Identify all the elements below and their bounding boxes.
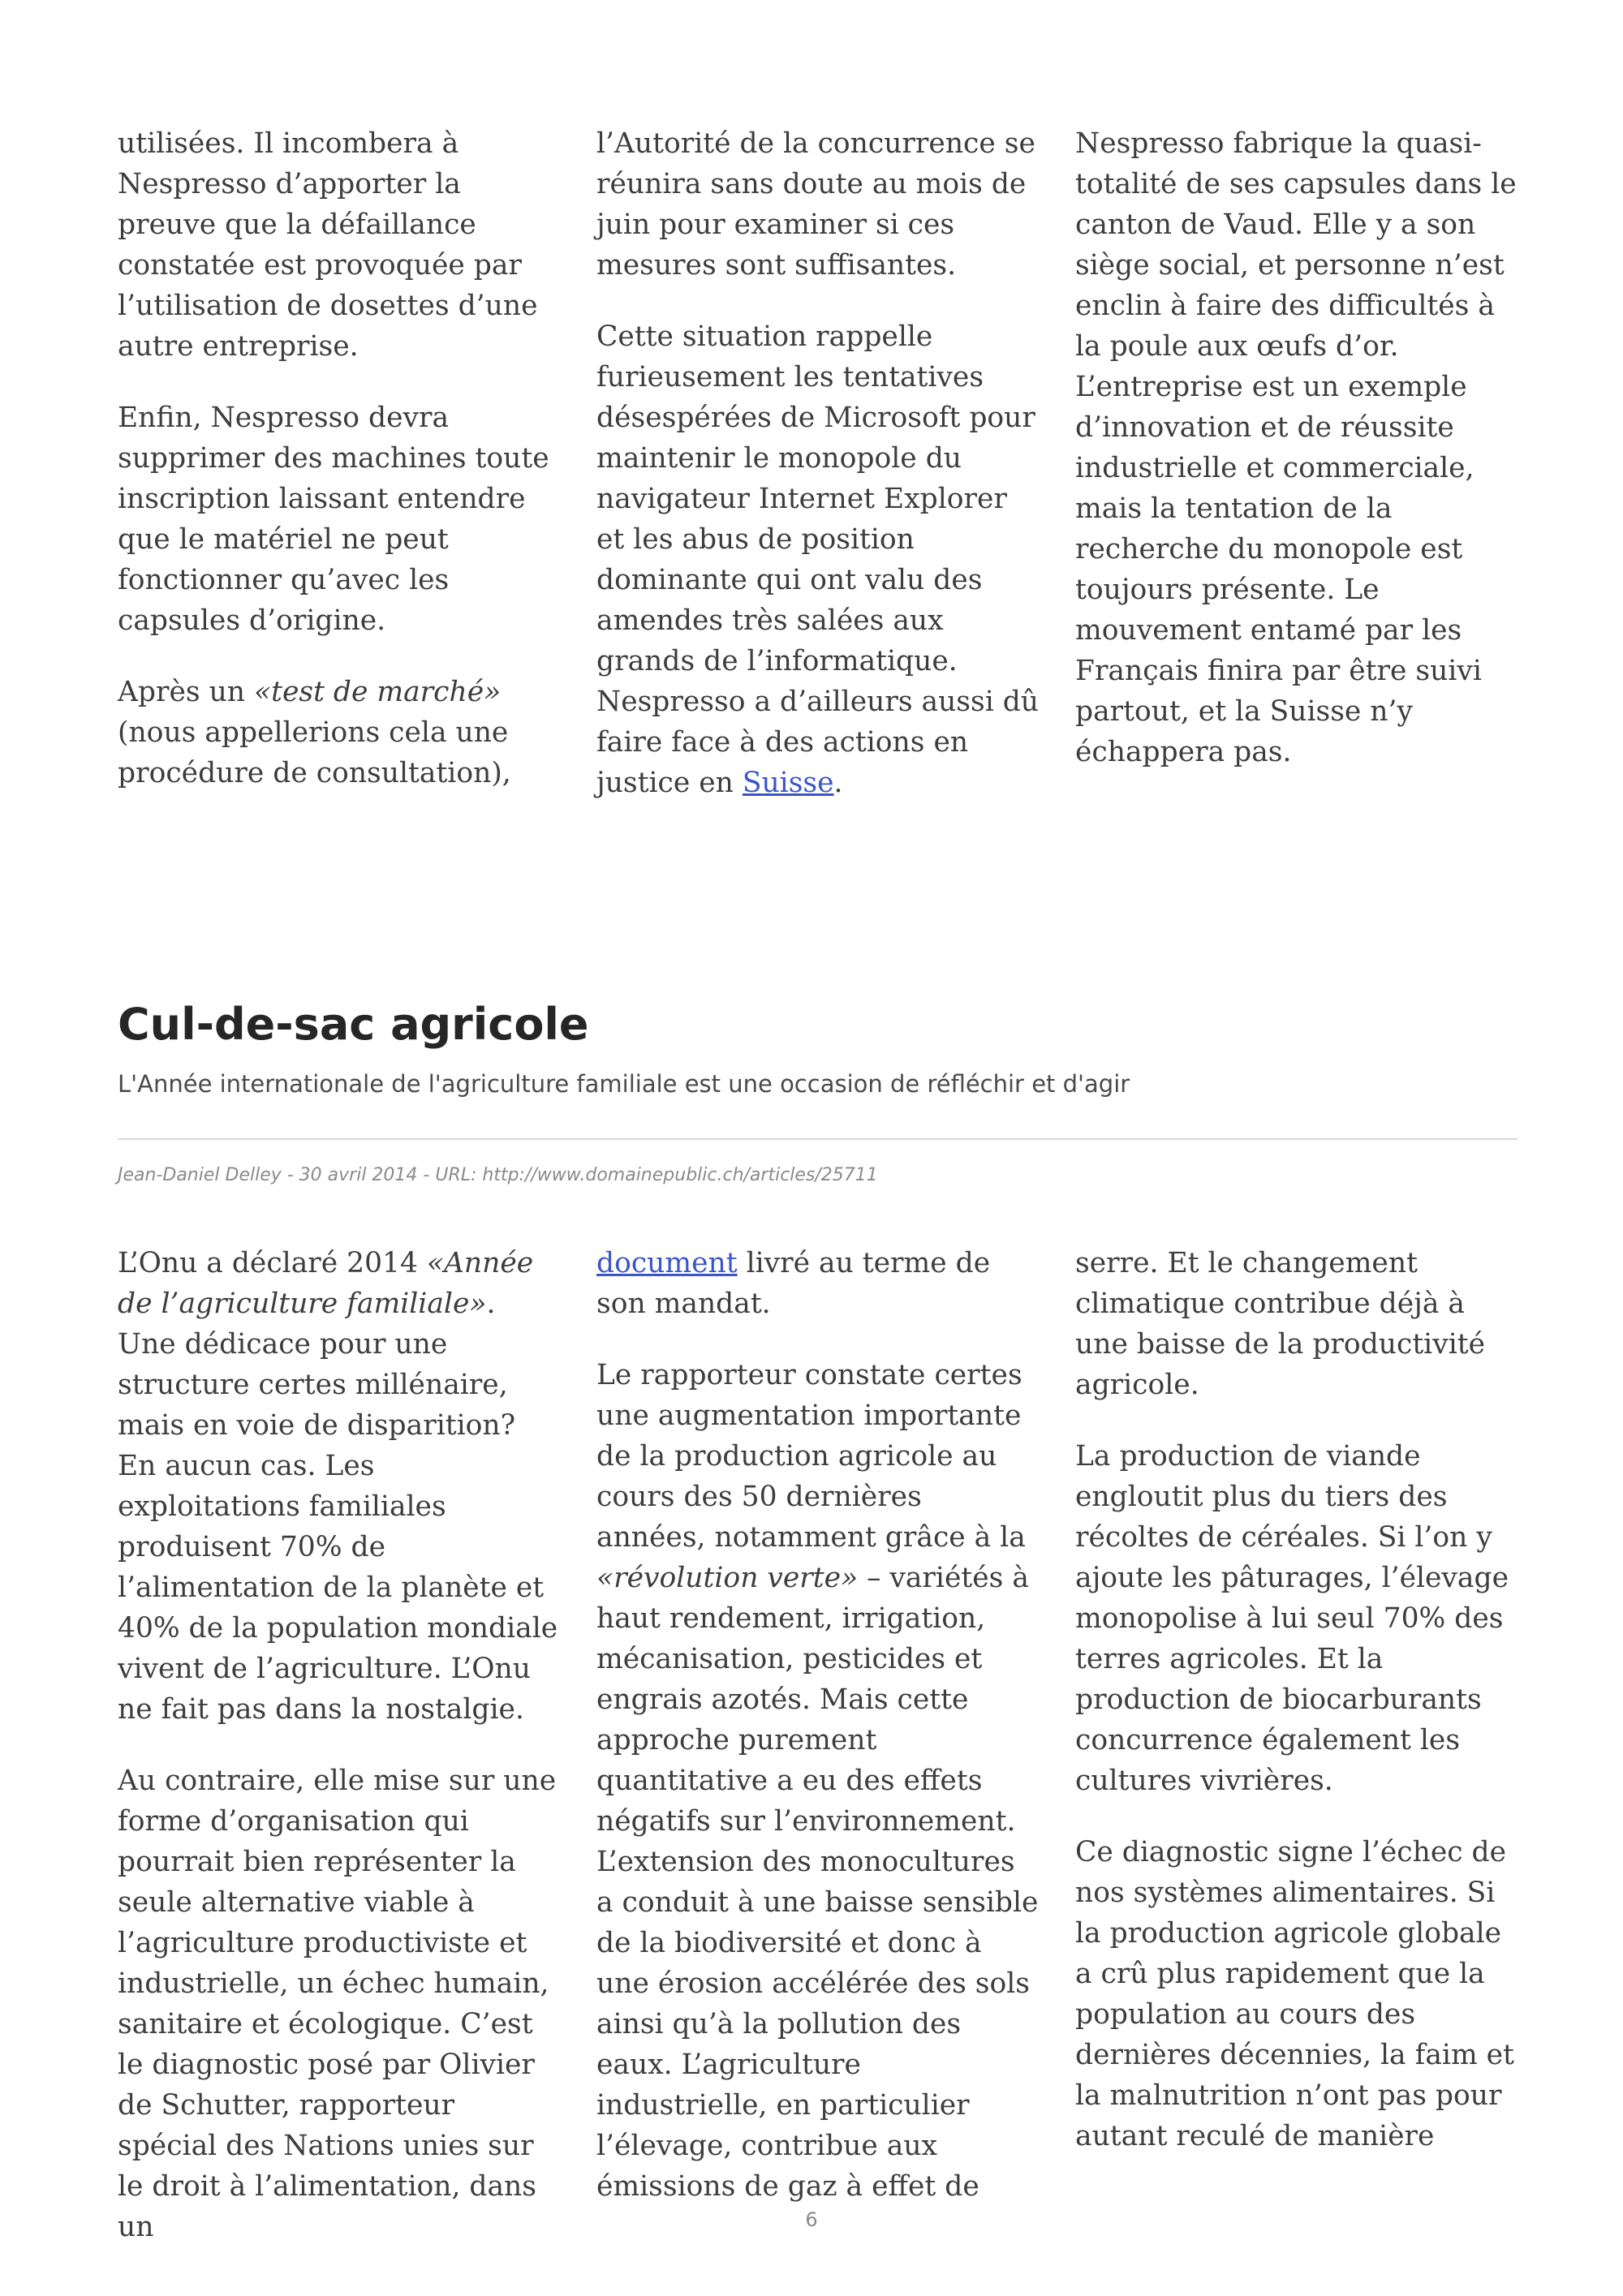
- column-3: [1075, 1243, 1518, 2247]
- page-number: 6: [805, 2208, 818, 2231]
- text-run: . Une dédicace pour une structure certes millénaire, mais en voie de disparition? En aucun cas. Les exploitations familiales produisent 70% de l’alimentation de la planète et 40% de la population mondiale vivent de l’agriculture. L’Onu ne fait pas dans la nostalgie.: [118, 1288, 558, 1726]
- italic-quote: «Année de l’agriculture familiale»: [118, 1247, 534, 1320]
- italic-quote: «test de marché»: [254, 676, 502, 708]
- paragraph: La production de viande engloutit plus du tiers des récoltes de céréales. Si l’on y ajoute les pâturages, l’élevage monopolise à lui seul 70% des terres agricoles. Et la production de biocarburants concurrence également les cultures vivrières.: [1075, 1440, 1509, 1797]
- paragraph: serre. Et le changement climatique contribue déjà à une baisse de la productivité agricole.: [1075, 1247, 1486, 1401]
- paragraph: Ce diagnostic signe l’échec de nos systèmes alimentaires. Si la production agricole globale a crû plus rapidement que la population au cours des dernières décennies, la faim et la malnutrition n’ont pas pour autant reculé de manière: [1075, 1836, 1514, 2152]
- article-title: Cul-de-sac agricole: [118, 999, 589, 1050]
- article-subtitle: L'Année internationale de l'agriculture familiale est une occasion de réfléchir et d'agir: [118, 1070, 1130, 1098]
- paragraph: Enfin, Nespresso devra supprimer des machines toute inscription laissant entendre que le matériel ne peut fonctionner qu’avec les capsules d’origine.: [118, 402, 549, 637]
- paragraph: Nespresso fabrique la quasi-totalité de ses capsules dans le canton de Vaud. Elle y a son siège social, et personne n’est enclin à faire des difficultés à la poule aux œufs d’or. L’entreprise est un exemple d’innovation et de réussite industrielle et commerciale, mais la tentation de la recherche du monopole est toujours présente. Le mouvement entamé par les Français finira par être suivi partout, et la Suisse n’y échappera pas.: [1075, 127, 1517, 768]
- paragraph: [596, 1243, 1039, 1324]
- document-link[interactable]: document: [596, 1247, 738, 1279]
- column-3: [1075, 123, 1518, 803]
- text-run: Après un: [118, 676, 254, 708]
- column-2: [596, 1243, 1039, 2247]
- previous-article-continuation: [118, 123, 1518, 803]
- paragraph: [118, 1243, 560, 1730]
- suisse-link[interactable]: Suisse: [742, 767, 834, 799]
- column-1: [118, 123, 560, 803]
- paragraph: [596, 316, 1039, 803]
- article-meta: Jean-Daniel Delley - 30 avril 2014 - URL: http://www.domainepublic.ch/articles/25711: [118, 1165, 878, 1185]
- paragraph: [118, 672, 560, 793]
- text-run: – variétés à haut rendement, irrigation, mécanisation, pesticides et engrais azotés. Mais cette approche purement quantitative a eu des effets négatifs sur l’environnement. L’extension des monocultures a conduit à une baisse sensible de la biodiversité et donc à une érosion accélérée des sols ainsi qu’à la pollution des eaux. L’agriculture industrielle, en particulier l’élevage, contribue aux émissions de gaz à effet de: [596, 1562, 1039, 2203]
- text-run: (nous appellerions cela une procédure de consultation),: [118, 716, 511, 789]
- article-body: [118, 1243, 1518, 2247]
- text-run: livré au terme de son mandat.: [596, 1247, 991, 1320]
- divider: [118, 1138, 1518, 1140]
- paragraph: Au contraire, elle mise sur une forme d’organisation qui pourrait bien représenter la seule alternative viable à l’agriculture productiviste et industrielle, un échec humain, sanitaire et écologique. C’est le diagnostic posé par Olivier de Schutter, rapporteur spécial des Nations unies sur le droit à l’alimentation, dans un: [118, 1765, 557, 2243]
- text-run: .: [833, 767, 843, 799]
- column-2: [596, 123, 1039, 803]
- text-run: Le rapporteur constate certes une augmentation importante de la production agricole au cours des 50 dernières années, notamment grâce à la: [596, 1359, 1026, 1554]
- paragraph: [596, 1355, 1039, 2207]
- paragraph: l’Autorité de la concurrence se réunira sans doute au mois de juin pour examiner si ces mesures sont suffisantes.: [596, 127, 1035, 282]
- italic-quote: «révolution verte»: [596, 1562, 859, 1594]
- paragraph: utilisées. Il incombera à Nespresso d’apporter la preuve que la défaillance constatée est provoquée par l’utilisation de dosettes d’une autre entreprise.: [118, 127, 538, 363]
- text-run: L’Onu a déclaré 2014: [118, 1247, 427, 1279]
- column-1: [118, 1243, 560, 2247]
- text-run: Cette situation rappelle furieusement les tentatives désespérées de Microsoft pour maintenir le monopole du navigateur Internet Explorer et les abus de position dominante qui ont valu des amendes très salées aux grands de l’informatique. Nespresso a d’ailleurs aussi dû faire face à des actions en justice en: [596, 320, 1040, 799]
